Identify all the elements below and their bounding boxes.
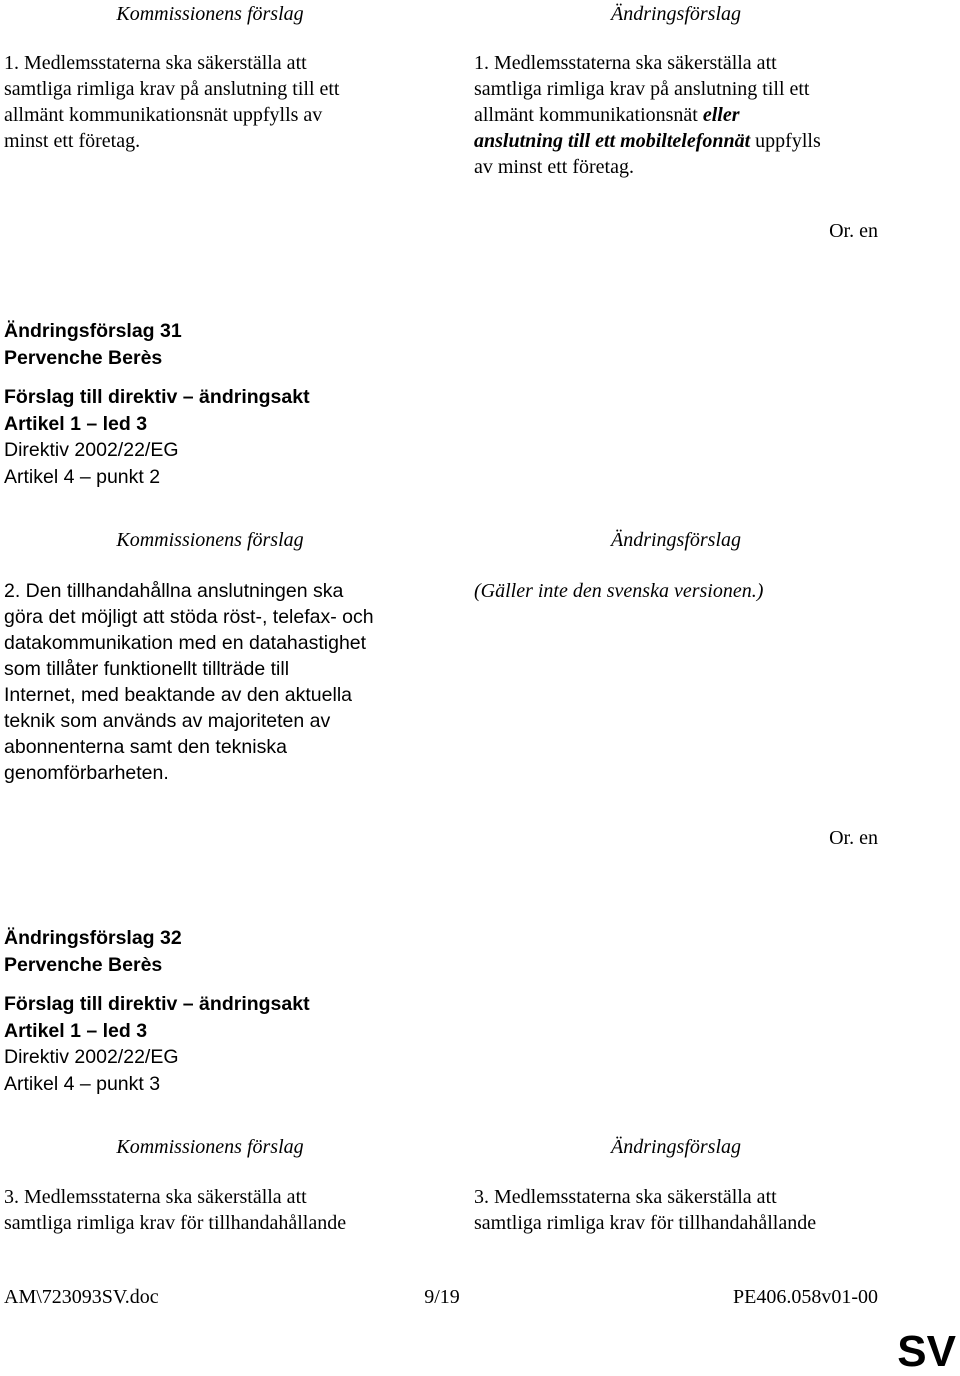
directive-ref: Direktiv 2002/22/EG — [4, 439, 179, 461]
right-column-header: Ändringsförslag — [610, 3, 742, 25]
text-line: som tillåter funktionellt tillträde till — [4, 658, 290, 680]
point-ref: Artikel 4 – punkt 3 — [4, 1072, 161, 1095]
inserted-text: anslutning till ett mobiltelefonnät — [474, 130, 751, 152]
footer-page-number: 9/19 — [424, 1286, 460, 1308]
text-line: 3. Medlemsstaterna ska säkerställa att — [4, 1186, 307, 1208]
amendment-text: (Gäller inte den svenska versionen.) — [474, 580, 764, 602]
text-line: 2. Den tillhandahållna anslutningen ska — [4, 580, 344, 602]
plain-text: allmänt kommunikationsnät — [474, 104, 703, 126]
left-column-header: Kommissionens förslag — [116, 1136, 304, 1158]
right-column-header: Ändringsförslag — [610, 529, 742, 551]
right-column-header: Ändringsförslag — [610, 1136, 742, 1158]
amendment-32-heading — [4, 925, 310, 1097]
commission-text — [4, 50, 424, 154]
amendment-author: Pervenche Berès — [4, 953, 163, 976]
footer-doc-ref: AM\723093SV.doc — [4, 1286, 159, 1308]
article-ref: Artikel 1 – led 3 — [4, 1019, 148, 1042]
amendment-text — [474, 50, 904, 180]
text-line: allmänt kommunikationsnät uppfylls av — [4, 104, 323, 126]
text-line: samtliga rimliga krav på anslutning till ett — [4, 78, 340, 100]
text-line: 1. Medlemsstaterna ska säkerställa att — [474, 52, 777, 74]
inserted-text: eller — [702, 104, 740, 126]
footer-pe-ref: PE406.058v01-00 — [733, 1286, 878, 1308]
amendment-title: Ändringsförslag 31 — [4, 320, 182, 342]
amendment-title: Ändringsförslag 32 — [4, 927, 182, 949]
original-language: Or. en — [829, 220, 878, 242]
proposal-type: Förslag till direktiv – ändringsakt — [4, 386, 310, 408]
text-line: 3. Medlemsstaterna ska säkerställa att — [474, 1186, 777, 1208]
plain-text: uppfylls — [750, 130, 821, 152]
text-line: abonnenterna samt den tekniska — [4, 736, 287, 758]
left-column-header: Kommissionens förslag — [116, 3, 304, 25]
article-ref: Artikel 1 – led 3 — [4, 412, 148, 435]
left-column-header: Kommissionens förslag — [116, 529, 304, 551]
proposal-type: Förslag till direktiv – ändringsakt — [4, 993, 310, 1015]
amendment-author: Pervenche Berès — [4, 346, 163, 369]
point-ref: Artikel 4 – punkt 2 — [4, 465, 161, 488]
text-line: teknik som används av majoriteten av — [4, 710, 331, 732]
text-line: göra det möjligt att stöda röst-, telefax- och — [4, 606, 374, 628]
text-line: minst ett företag. — [4, 130, 141, 152]
text-line: genomförbarheten. — [4, 762, 169, 784]
text-line — [474, 128, 904, 154]
commission-text — [4, 1184, 424, 1236]
amendment-31-heading — [4, 318, 310, 490]
text-line: av minst ett företag. — [474, 156, 634, 178]
text-line: 1. Medlemsstaterna ska säkerställa att — [4, 52, 307, 74]
text-line — [474, 102, 904, 128]
text-line: samtliga rimliga krav på anslutning till ett — [474, 78, 810, 100]
text-line: samtliga rimliga krav för tillhandahållande — [4, 1212, 347, 1234]
amendment-text — [474, 1184, 904, 1236]
text-line: Internet, med beaktande av den aktuella — [4, 684, 352, 706]
text-line: datakommunikation med en datahastighet — [4, 632, 367, 654]
original-language: Or. en — [829, 827, 878, 849]
directive-ref: Direktiv 2002/22/EG — [4, 1046, 179, 1068]
commission-text — [4, 578, 424, 786]
language-code: SV — [897, 1327, 956, 1376]
text-line: samtliga rimliga krav för tillhandahållande — [474, 1212, 817, 1234]
